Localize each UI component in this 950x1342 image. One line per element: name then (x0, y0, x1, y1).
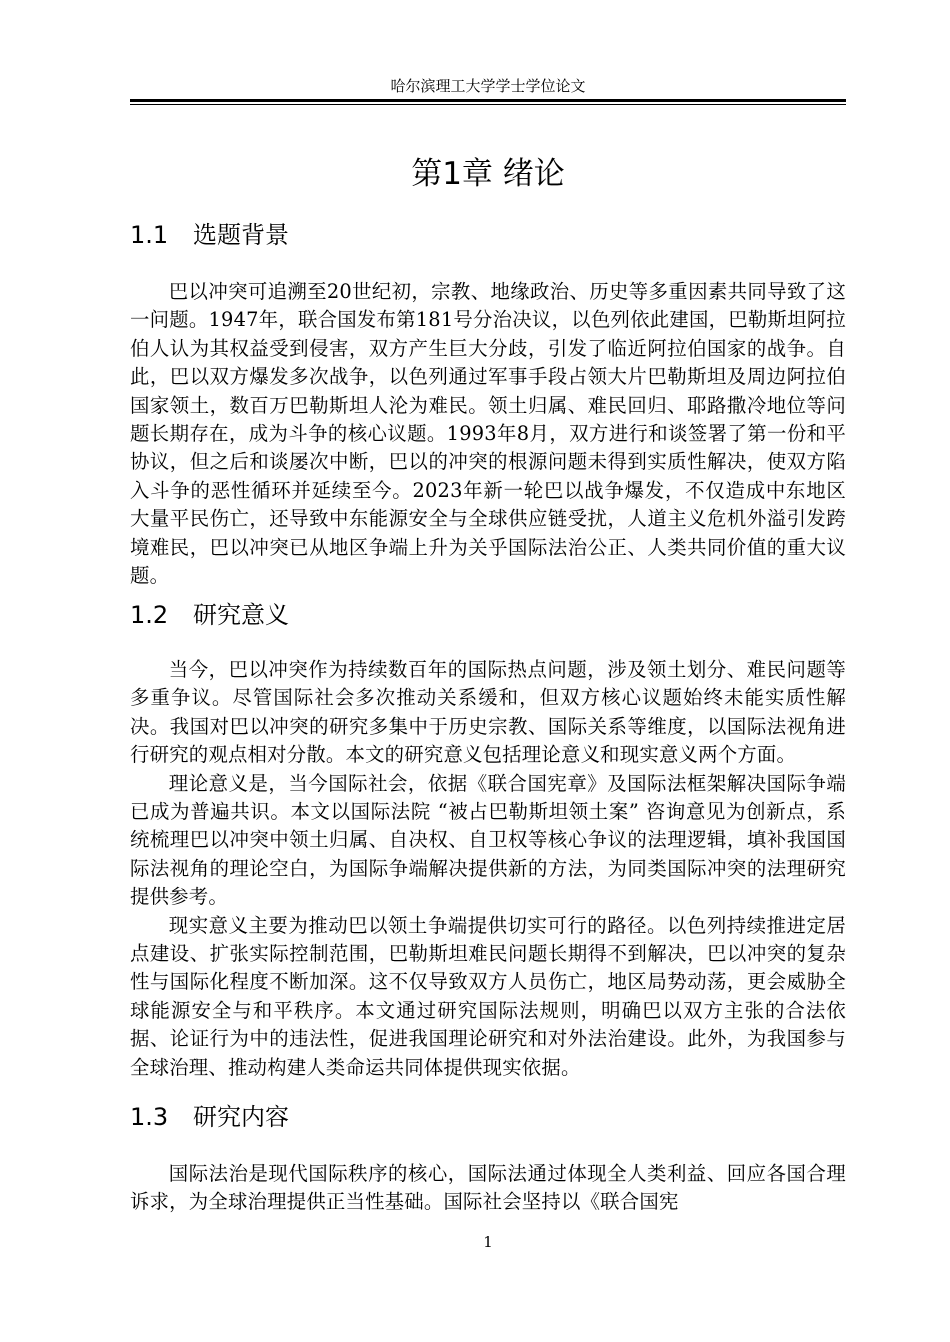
section-1-1-body (130, 278, 846, 590)
paragraph: 现实意义主要为推动巴以领土争端提供切实可行的路径。以色列持续推进定居点建设、扩张实际控制范围，巴勒斯坦难民问题长期得不到解决，巴以冲突的复杂性与国际化程度不断加深。这不仅导致双方人员伤亡，地区局势动荡，更会威胁全球能源安全与和平秩序。本文通过研究国际法规则，明确巴以双方主张的合法依据、论证行为中的违法性，促进我国理论研究和对外法治建设。此外，为我国参与全球治理、推动构建人类命运共同体提供现实依据。 (130, 913, 846, 1079)
section-heading-1-2 (130, 598, 846, 632)
section-heading-1-1 (130, 218, 846, 252)
section-1-3-body (130, 1160, 846, 1217)
paragraph: 理论意义是，当今国际社会，依据《联合国宪章》及国际法框架解决国际争端已成为普遍共识。本文以国际法院 “被占巴勒斯坦领土案” 咨询意见为创新点，系统梳理巴以冲突中领土归属、自决权、自卫权等核心争议的法理逻辑，填补我国国际法视角的理论空白，为国际争端解决提供新的方法，为同类国际冲突的法理研究提供参考。 (130, 771, 846, 909)
chapter-title: 第1章 绪论 (411, 156, 565, 192)
header-rule-thick (130, 99, 846, 102)
section-number: 1.1 (130, 221, 169, 249)
section-number: 1.3 (130, 1103, 169, 1131)
paragraph: 巴以冲突可追溯至20世纪初，宗教、地缘政治、历史等多重因素共同导致了这一问题。1947年，联合国发布第181号分治决议，以色列依此建国，巴勒斯坦阿拉伯人认为其权益受到侵害，双方产生巨大分歧，引发了临近阿拉伯国家的战争。自此，巴以双方爆发多次战争，以色列通过军事手段占领大片巴勒斯坦及周边阿拉伯国家领土，数百万巴勒斯坦人沦为难民。领土归属、难民回归、耶路撒冷地位等问题长期存在，成为斗争的核心议题。1993年8月，双方进行和谈签署了第一份和平协议，但之后和谈屡次中断，巴以的冲突的根源问题未得到实质性解决，使双方陷入斗争的恶性循环并延续至今。2023年新一轮巴以战争爆发，不仅造成中东地区大量平民伤亡，还导致中东能源安全与全球供应链受扰，人道主义危机外溢引发跨境难民，巴以冲突已从地区争端上升为关乎国际法治公正、人类共同价值的重大议题。 (130, 280, 846, 588)
section-1-2-body (130, 656, 846, 1082)
header-rule-thin (130, 104, 846, 105)
section-title: 选题背景 (193, 221, 289, 249)
section-number: 1.2 (130, 601, 169, 629)
running-header: 哈尔滨理工大学学士学位论文 (390, 77, 586, 95)
section-title: 研究内容 (193, 1103, 289, 1131)
section-heading-1-3 (130, 1100, 846, 1134)
page-number: 1 (483, 1233, 493, 1251)
paragraph: 当今，巴以冲突作为持续数百年的国际热点问题，涉及领土划分、难民问题等多重争议。尽管国际社会多次推动关系缓和，但双方核心议题始终未能实质性解决。我国对巴以冲突的研究多集中于历史宗教、国际关系等维度，以国际法视角进行研究的观点相对分散。本文的研究意义包括理论意义和现实意义两个方面。 (130, 658, 846, 767)
section-title: 研究意义 (193, 601, 289, 629)
paragraph: 国际法治是现代国际秩序的核心，国际法通过体现全人类利益、回应各国合理诉求，为全球治理提供正当性基础。国际社会坚持以《联合国宪 (130, 1162, 846, 1214)
